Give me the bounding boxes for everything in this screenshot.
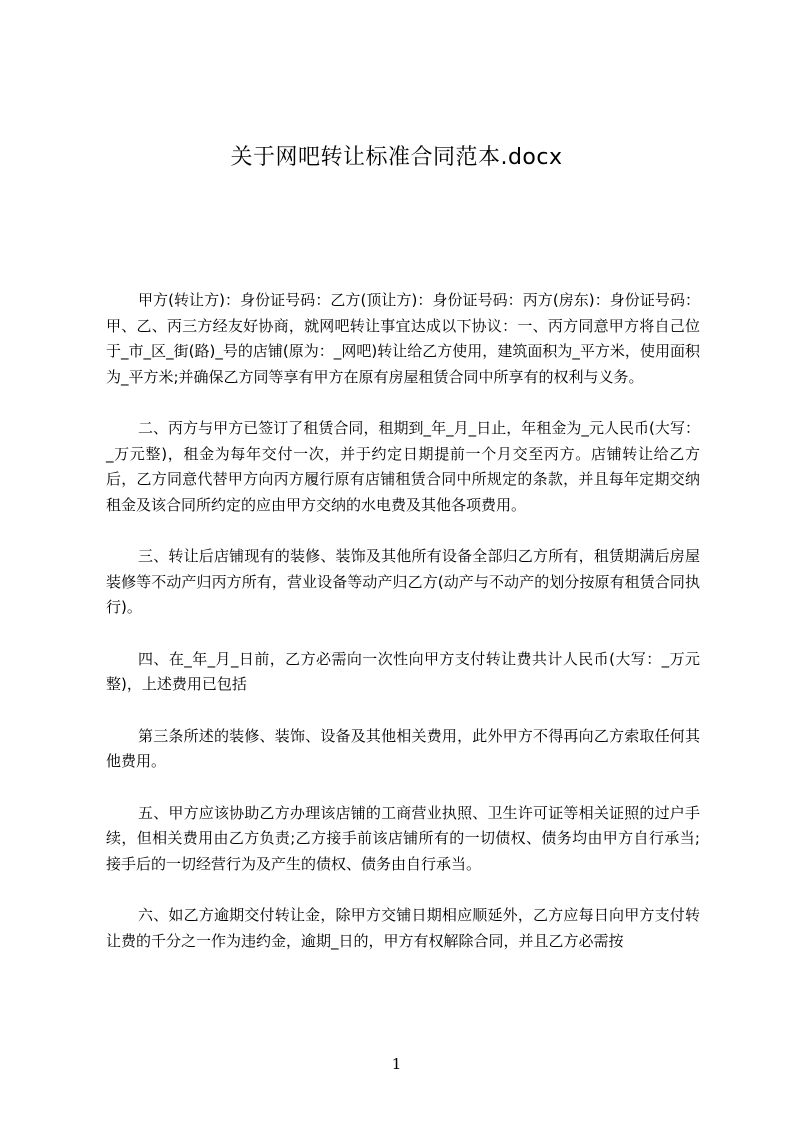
document-title: 关于网吧转让标准合同范本.docx [230, 145, 563, 170]
paragraph-parties: 甲方(转让方)：身份证号码：乙方(顶让方)：身份证号码：丙方(房东)：身份证号码：甲、乙、丙三方经友好协商，就网吧转让事宜达成以下协议：一、丙方同意甲方将自己位于_市_区_街(路)_号的店铺(原为：_网吧)转让给乙方使用，建筑面积为_平方米，使用面积为_平方米;并确保乙方同等享有甲方在原有房屋租赁合同中所享有的权利与义务。 [106, 291, 700, 386]
paragraph-clause-3: 三、转让后店铺现有的装修、装饰及其他所有设备全部归乙方所有，租赁期满后房屋装修等不动产归丙方所有，营业设备等动产归乙方(动产与不动产的划分按原有租赁合同执行)。 [106, 547, 700, 616]
paragraph-clause-5: 五、甲方应该协助乙方办理该店铺的工商营业执照、卫生许可证等相关证照的过户手续，但相关费用由乙方负责;乙方接手前该店铺所有的一切债权、债务均由甲方自行承当;接手后的一切经营行为及产生的债权、债务由自行承当。 [106, 803, 700, 873]
paragraph-clause-2: 二、丙方与甲方已签订了租赁合同，租期到_年_月_日止，年租金为_元人民币(大写：_万元整)，租金为每年交付一次，并于约定日期提前一个月交至丙方。店铺转让给乙方后，乙方同意代替甲方向丙方履行原有店铺租赁合同中所规定的条款，并且每年定期交纳租金及该合同所约定的应由甲方交纳的水电费及其他各项费用。 [106, 419, 700, 514]
paragraph-clause-4-continued: 第三条所述的装修、装饰、设备及其他相关费用，此外甲方不得再向乙方索取任何其他费用。 [106, 726, 700, 770]
paragraph-clause-6: 六、如乙方逾期交付转让金，除甲方交铺日期相应顺延外，乙方应每日向甲方支付转让费的千分之一作为违约金，逾期_日的，甲方有权解除合同，并且乙方必需按 [106, 906, 700, 950]
page-number: 1 [391, 1055, 402, 1073]
paragraph-clause-4: 四、在_年_月_日前，乙方必需向一次性向甲方支付转让费共计人民币(大写：_万元整)，上述费用已包括 [106, 649, 700, 693]
document-body [106, 288, 700, 980]
